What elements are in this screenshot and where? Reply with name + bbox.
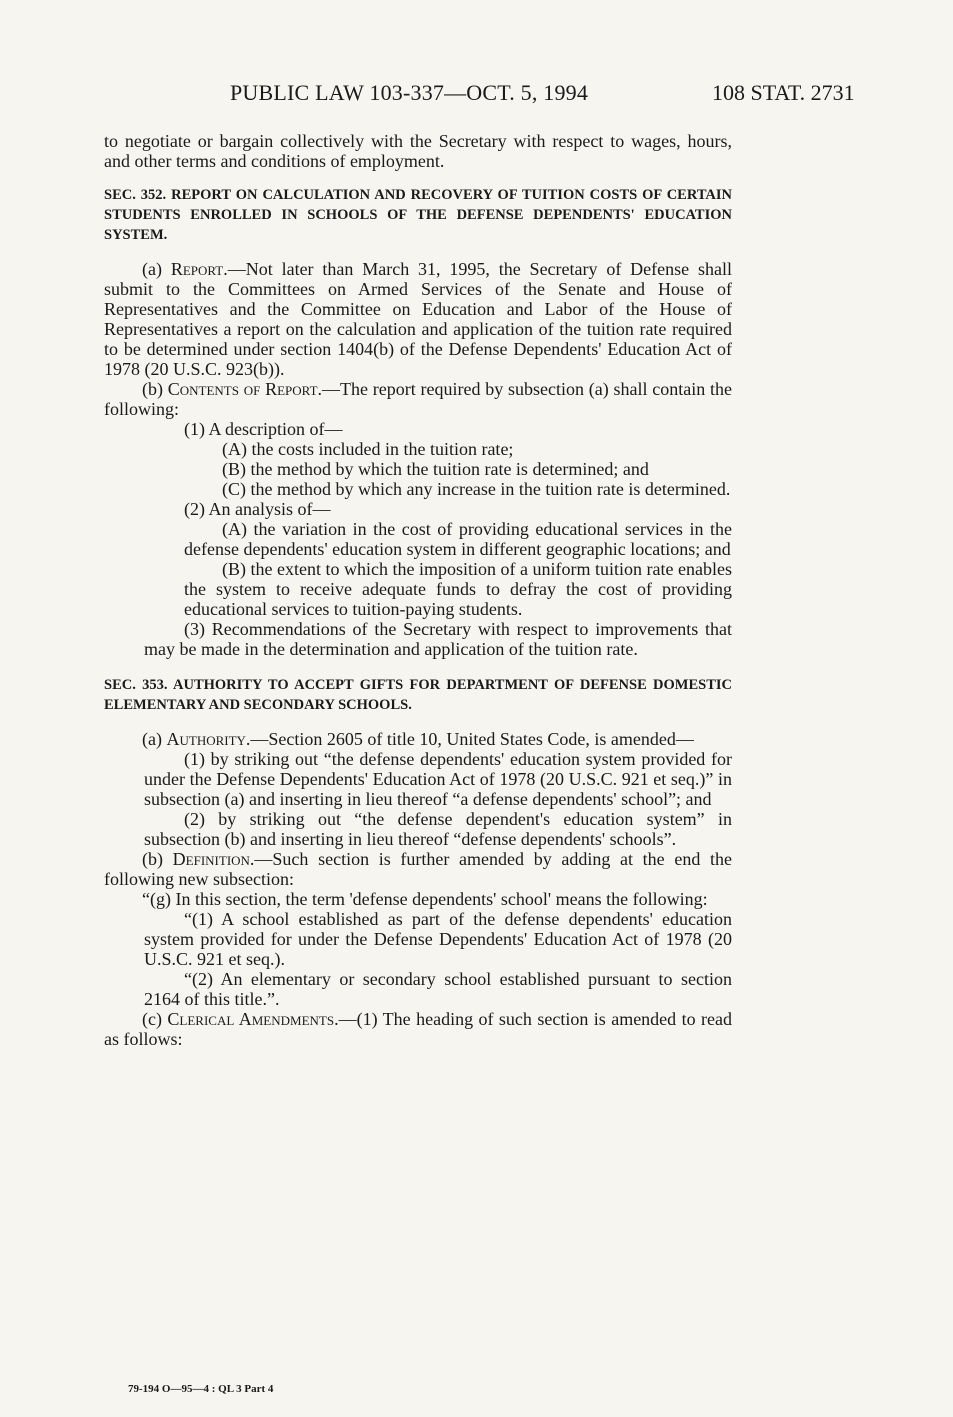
paragraph-continued: to negotiate or bargain collectively with the Secretary with respect to wages, hours, and other terms and conditions of employment.	[104, 131, 732, 171]
section-number: SEC. 353.	[104, 677, 168, 693]
section-title: REPORT ON CALCULATION AND RECOVERY OF TUITION COSTS OF CERTAIN STUDENTS ENROLLED IN SCHOOLS OF THE DEFENSE DEPENDENTS' EDUCATION SYSTEM.	[104, 187, 732, 243]
running-header-stat: 108 STAT. 2731	[712, 80, 855, 105]
subsection-b-definition	[104, 849, 732, 889]
subsection-text: .—Section 2605 of title 10, United States Code, is amended—	[245, 729, 694, 749]
section-number: SEC. 352.	[104, 187, 167, 203]
subsection-text: .—(1) The heading of such section is amended to read as follows:	[104, 1009, 733, 1049]
document-body	[104, 131, 732, 1049]
section-heading-352	[104, 185, 732, 245]
subsection-b-contents	[104, 379, 732, 419]
paragraph-3: (3) Recommendations of the Secretary with respect to improvements that may be made in the determination and application of the tuition rate.	[144, 619, 732, 659]
amendment-paragraph-1: (1) by striking out “the defense dependents' education system provided for under the Defense Dependents' Education Act of 1978 (20 U.S.C. 921 et seq.)” in subsection (a) and inserting in lieu thereof “a defense dependents' school”; and	[144, 749, 732, 809]
subsection-label: (a)	[142, 259, 171, 279]
subparagraph-2B: (B) the extent to which the imposition of a uniform tuition rate enables the system to receive adequate funds to defray the cost of providing educational services to tuition-paying students.	[184, 559, 732, 619]
subsection-heading: Contents of Report	[167, 379, 318, 399]
subsection-label: (a)	[142, 729, 167, 749]
subsection-label: (b)	[142, 849, 173, 869]
subsection-heading: Definition	[172, 849, 250, 869]
subsection-label: (c)	[142, 1009, 168, 1029]
subparagraph-2A: (A) the variation in the cost of providing educational services in the defense dependents' education system in different geographic locations; and	[184, 519, 732, 559]
new-paragraph-g1: “(1) A school established as part of the defense dependents' education system provided for under the Defense Dependents' Education Act of 1978 (20 U.S.C. 921 et seq.).	[144, 909, 732, 969]
paragraph-1: (1) A description of—	[184, 419, 343, 439]
section-title: AUTHORITY TO ACCEPT GIFTS FOR DEPARTMENT OF DEFENSE DOMESTIC ELEMENTARY AND SECONDARY SCHOOLS.	[104, 677, 732, 713]
subsection-heading: Report	[170, 259, 224, 279]
new-paragraph-g2: “(2) An elementary or secondary school established pursuant to section 2164 of this title.”.	[144, 969, 732, 1009]
subparagraph-1A: (A) the costs included in the tuition rate;	[222, 439, 514, 459]
section-heading-353	[104, 675, 732, 715]
subsection-a-authority	[104, 729, 732, 749]
subsection-text: .—The report required by subsection (a) shall contain the following:	[104, 379, 732, 419]
subparagraph-1C: (C) the method by which any increase in the tuition rate is determined.	[222, 479, 731, 499]
subsection-text: .—Such section is further amended by adding at the end the following new subsection:	[104, 849, 732, 889]
subsection-c-clerical	[104, 1009, 732, 1049]
new-subsection-g: “(g) In this section, the term 'defense dependents' school' means the following:	[142, 889, 708, 909]
paragraph-2: (2) An analysis of—	[184, 499, 331, 519]
amendment-paragraph-2: (2) by striking out “the defense dependent's education system” in subsection (b) and inserting in lieu thereof “defense dependents' schools”.	[144, 809, 732, 849]
subsection-text: .—Not later than March 31, 1995, the Secretary of Defense shall submit to the Committees on Armed Services of the Senate and House of Representatives and the Committee on Education and Labor of the House of Representatives a report on the calculation and application of the tuition rate required to be determined under section 1404(b) of the Defense Dependents' Education Act of 1978 (20 U.S.C. 923(b)).	[104, 259, 732, 379]
subsection-a-report	[104, 259, 732, 379]
subsection-heading: Authority	[166, 729, 246, 749]
running-header-title: PUBLIC LAW 103-337—OCT. 5, 1994	[230, 80, 589, 105]
subparagraph-1B: (B) the method by which the tuition rate is determined; and	[222, 459, 649, 479]
print-code-footer: 79-194 O—95—4 : QL 3 Part 4	[128, 1383, 274, 1395]
subsection-heading: Clerical Amendments	[167, 1009, 335, 1029]
subsection-label: (b)	[142, 379, 168, 399]
